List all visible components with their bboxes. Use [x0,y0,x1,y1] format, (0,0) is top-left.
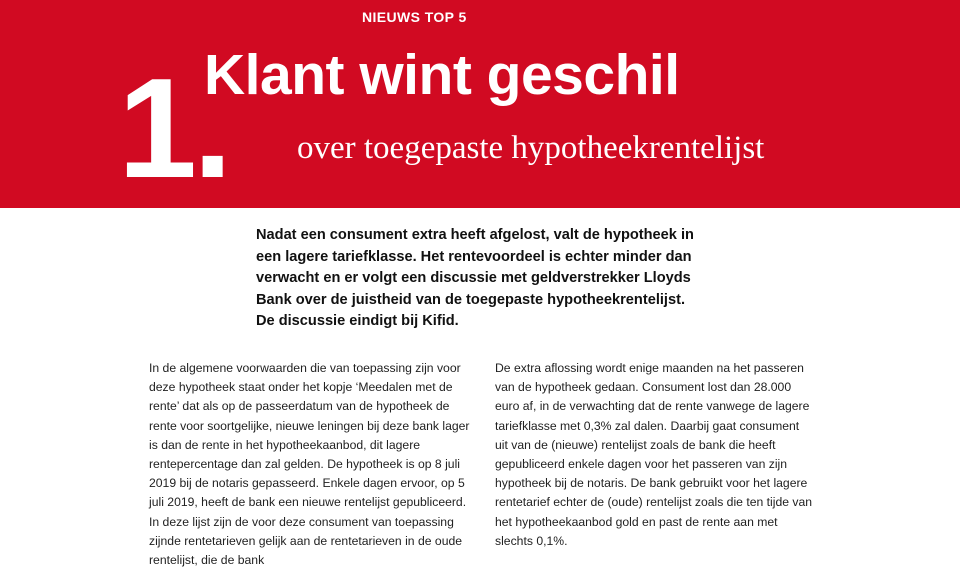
article-intro: Nadat een consument extra heeft afgelost, valt de hypotheek in een lagere tariefklasse. Het rentevoordeel is echter minder dan verwacht en er volgt een discussie met geldverstrekker Lloyds Bank over de juistheid van de toegepaste hypotheekrentelijst. De discussie eindigt bij Kifid. [256,227,694,329]
body-column-right: De extra aflossing wordt enige maanden na het passeren van de hypotheek gedaan. Consument lost dan 28.000 euro af, in de verwachting dat de rente vanwege de lagere tariefklasse met 0,3% zal dalen. Daarbij gaat consument uit van de (nieuwe) rentelijst zoals de bank die heeft gepubliceerd enkele dagen voor het passeren van zijn hypotheek bij de notaris. De bank gebruikt voor het lagere rentetarief echter de (oude) rentelijst zoals die ten tijde van het hypotheekaanbod gold en past de rente aan met slechts 0,1%. [495,361,813,548]
article-subheadline: over toegepaste hypotheekrentelijst [297,130,765,166]
body-column-left: In de algemene voorwaarden die van toepassing zijn voor deze hypotheek staat onder het kopje ‘Meedalen met de rente’ dat als op de passeerdatum van de hypotheek de rente voor soortgelijke, nieuwe leningen bij deze bank lager is dan de rente in het hypotheekaanbod, dit lagere rentepercentage dan zal gelden. De hypotheek is op 8 juli 2019 bij de notaris gepasseerd. Enkele dagen ervoor, op 5 juli 2019, heeft de bank een nieuwe rentelijst gepubliceerd. In deze lijst zijn de voor deze consument van toepassing zijnde rentetarieven gelijk aan de rentetarieven in de oude rentelijst, die de bank [149,361,470,568]
header-banner [0,0,960,208]
ranking-number: 1. [118,49,229,208]
article-headline: Klant wint geschil [204,43,680,107]
section-label: NIEUWS TOP 5 [362,9,467,25]
